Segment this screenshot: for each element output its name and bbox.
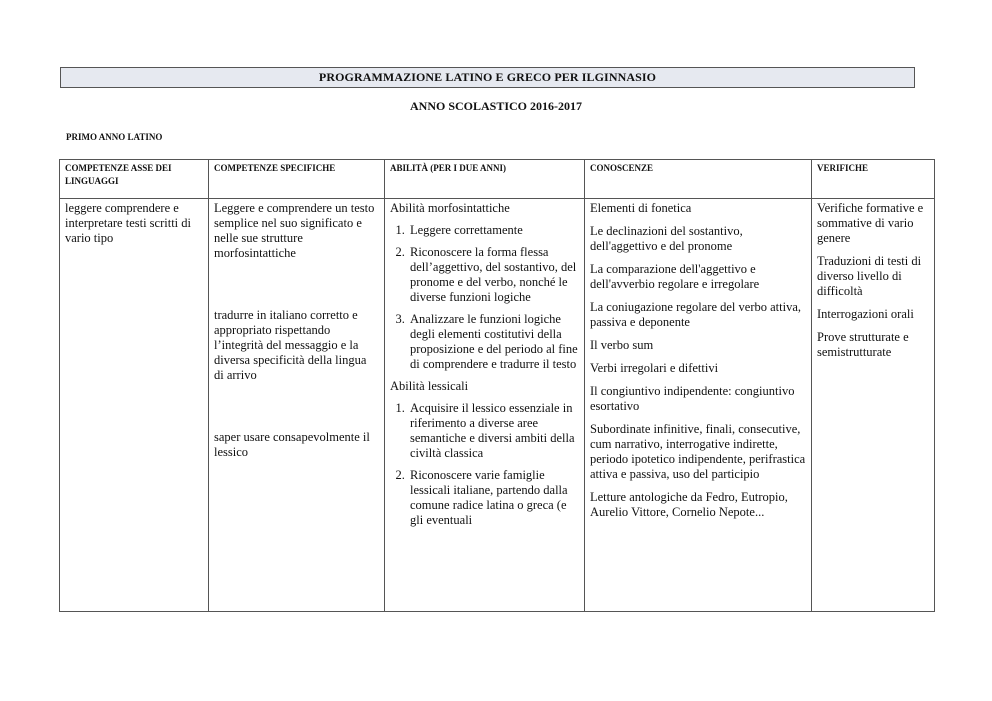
knowledge-item: Le declinazioni del sostantivo, dell'aggettivo e del pronome: [590, 224, 743, 253]
knowledge-item: Letture antologiche da Fedro, Eutropio, Aurelio Vittore, Cornelio Nepote...: [590, 490, 788, 519]
column-header: CONOSCENZE: [585, 160, 812, 199]
assessment-item: Verifiche formative e sommative di vario genere: [817, 201, 924, 245]
column-header: COMPETENZE SPECIFICHE: [209, 160, 385, 199]
assessment-item: Interrogazioni orali: [817, 307, 914, 321]
knowledge-item: Elementi di fonetica: [590, 201, 692, 215]
competenze-asse-text: leggere comprendere e interpretare testi scritti di vario tipo: [65, 201, 191, 245]
knowledge-item: Il congiuntivo indipendente: congiuntivo esortativo: [590, 384, 795, 413]
list-item: 2. Riconoscere la forma flessa dell’aggettivo, del sostantivo, del pronome e del verbo, nonché le diverse funzioni logiche: [408, 245, 579, 305]
column-header: VERIFICHE: [812, 160, 935, 199]
abilita-lessico-heading: Abilità lessicali: [390, 379, 469, 393]
list-item: 3. Analizzare le funzioni logiche degli elementi costitutivi della proposizione e del periodo al fine di comprendere e tradurre il testo: [408, 312, 579, 372]
specific-skill: saper usare consapevolmente il lessico: [214, 430, 370, 459]
knowledge-item: Il verbo sum: [590, 338, 654, 352]
school-year: ANNO SCOLASTICO 2016-2017: [409, 99, 583, 113]
knowledge-item: La comparazione dell'aggettivo e dell'avverbio regolare e irregolare: [590, 262, 760, 291]
column-header: COMPETENZE ASSE DEI LINGUAGGI: [60, 160, 209, 199]
table-header-row: [60, 160, 935, 199]
list-item: 1. Leggere correttamente: [408, 223, 579, 238]
list-item: 1. Acquisire il lessico essenziale in riferimento a diverse aree semantiche e diversi ambiti della civiltà classica: [408, 401, 579, 461]
knowledge-item: Subordinate infinitive, finali, consecutive, cum narrativo, interrogative indirette, periodo ipotetico indipendente, perifrastica attiva e passiva, uso del participio: [590, 422, 806, 481]
section-heading: PRIMO ANNO LATINO: [66, 132, 163, 142]
table-row: [60, 199, 935, 612]
knowledge-item: Verbi irregolari e difettivi: [590, 361, 719, 375]
list-item: 2. Riconoscere varie famiglie lessicali italiane, partendo dalla comune radice latina o greca (e gli eventuali: [408, 468, 579, 528]
assessment-item: Prove strutturate e semistrutturate: [817, 330, 909, 359]
document-title: PROGRAMMAZIONE LATINO E GRECO PER ILGINNASIO: [60, 67, 915, 88]
knowledge-item: La coniugazione regolare del verbo attiva, passiva e deponente: [590, 300, 802, 329]
competenze-asse-cell: [60, 199, 209, 612]
conoscenze-cell: [585, 199, 812, 612]
abilita-cell: [385, 199, 585, 612]
programme-table: [59, 159, 935, 612]
abilita-morfo-heading: Abilità morfosintattiche: [390, 201, 510, 215]
specific-skill: Leggere e comprendere un testo semplice nel suo significato e nelle sue strutture morfosintattiche: [214, 201, 375, 260]
competenze-specifiche-cell: [209, 199, 385, 612]
specific-skill: tradurre in italiano corretto e appropriato rispettando l’integrità del messaggio e la diversa specificità della lingua di arrivo: [214, 308, 367, 382]
column-header: ABILITÀ (PER I DUE ANNI): [385, 160, 585, 199]
verifiche-cell: [812, 199, 935, 612]
assessment-item: Traduzioni di testi di diverso livello di difficoltà: [817, 254, 922, 298]
